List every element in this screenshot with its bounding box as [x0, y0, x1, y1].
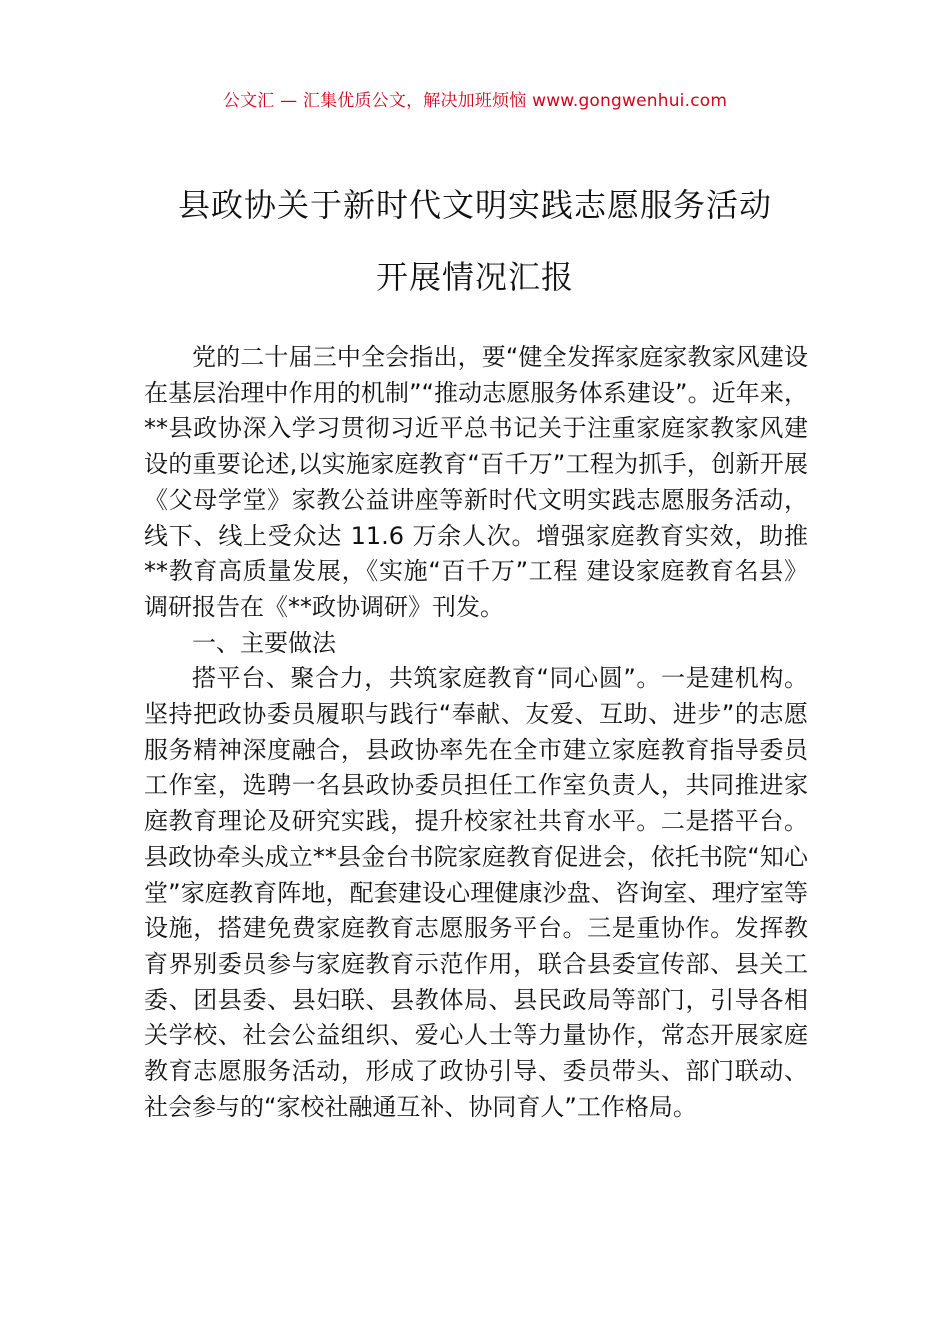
section-1-paragraph: 搭平台、聚合力，共筑家庭教育“同心圆”。一是建机构。坚持把政协委员履职与践行“奉献、友爱、互助、进步”的志愿服务精神深度融合，县政协率先在全市建立家庭教育指导委员工作室，选聘一名县政协委员担任工作室负责人，共同推进家庭教育理论及研究实践，提升校家社共育水平。二是搭平台。县政协牵头成立**县金台书院家庭教育促进会，依托书院“知心堂”家庭教育阵地，配套建设心理健康沙盘、咨询室、理疗室等设施，搭建免费家庭教育志愿服务平台。三是重协作。发挥教育界别委员参与家庭教育示范作用，联合县委宣传部、县关工委、团县委、县妇联、县教体局、县民政局等部门，引导各相关学校、社会公益组织、爱心人士等力量协作，常态开展家庭教育志愿服务活动，形成了政协引导、委员带头、部门联动、社会参与的“家校社融通互补、协同育人”工作格局。 — [144, 664, 808, 1121]
document-title-line-1: 县政协关于新时代文明实践志愿服务活动 — [177, 186, 772, 224]
document-title-line-2: 开展情况汇报 — [375, 258, 574, 296]
watermark-header: 公文汇 — 汇集优质公文，解决加班烦恼 www.gongwenhui.com — [222, 91, 728, 111]
intro-paragraph: 党的二十届三中全会指出，要“健全发挥家庭家教家风建设在基层治理中作用的机制”“推动志愿服务体系建设”。近年来，**县政协深入学习贯彻习近平总书记关于注重家庭家教家风建设的重要论述,以实施家庭教育“百千万”工程为抓手，创新开展《父母学堂》家教公益讲座等新时代文明实践志愿服务活动，线下、线上受众达 11.6 万余人次。增强家庭教育实效，助推**教育高质量发展，《实施“百千万”工程 建设家庭教育名县》调研报告在《**政协调研》刊发。 — [144, 343, 808, 621]
section-1-heading: 一、主要做法 — [192, 628, 336, 657]
document-body — [144, 340, 808, 1125]
